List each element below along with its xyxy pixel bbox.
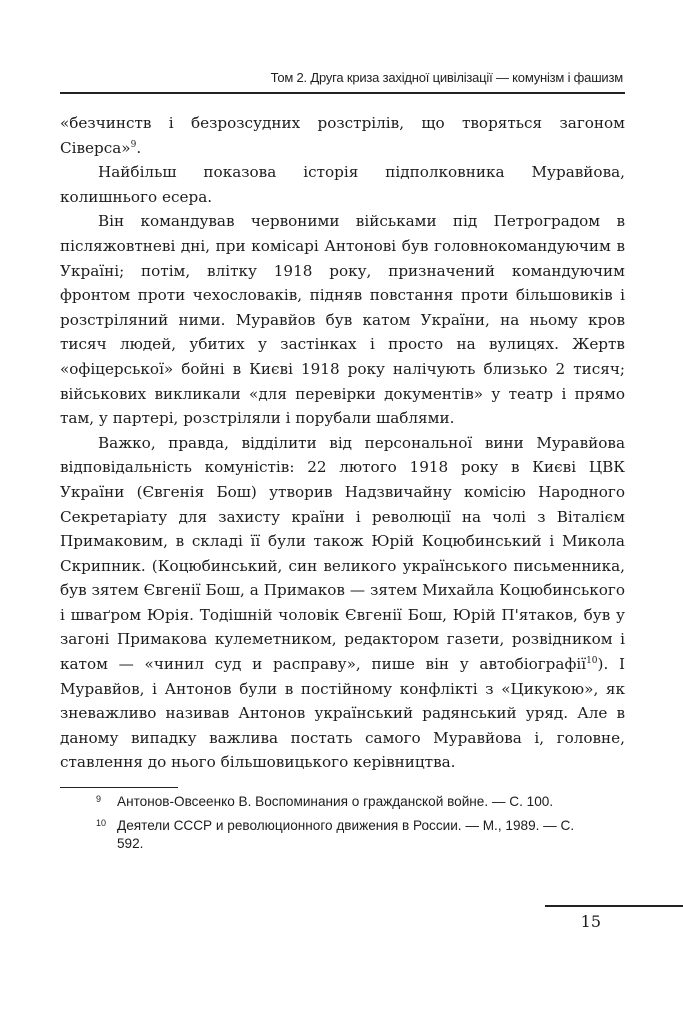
footnote-10 [96, 817, 576, 854]
paragraph-1 [60, 111, 625, 160]
footnote-9 [96, 793, 576, 812]
paragraph-1-text: «безчинств і безрозсудних розстрілів, що творяться загоном Сіверса» [60, 114, 625, 157]
paragraph-1-end: . [136, 138, 142, 157]
header-rule [60, 92, 625, 94]
footnote-text: Антонов-Овсеенко В. Воспоминания о гражданской войне. — С. 100. [117, 794, 554, 809]
footnote-number: 10 [96, 817, 107, 828]
paragraph-4-text-b: ). І Муравйов, і Антонов були в постійному конфлікті з «Цикукою», як зневажливо називав Антонов український радянський уряд. Але в даному випадку важлива постать самого Муравйова і, головне, ставлення до нього більшовицького керівництва. [60, 655, 625, 772]
footnote-ref-9[interactable]: 9 [130, 139, 137, 150]
footnote-ref-10[interactable]: 10 [586, 656, 598, 666]
footnote-text: Деятели СССР и революционного движения в России. — М., 1989. — С. 592. [117, 817, 575, 852]
page-number: 15 [580, 912, 601, 931]
running-header: Том 2. Друга криза західної цивілізації — комунізм і фашизм [270, 70, 623, 85]
footnote-number: 9 [96, 794, 102, 804]
paragraph-2: Найбільш показова історія підполковника Муравйова, колишнього есера. [60, 163, 625, 206]
footer-rule [545, 905, 683, 907]
body-text [60, 111, 625, 775]
paragraph-3: Він командував червоними військами під Петроградом в післяжовтневі дні, при комісарі Антонові був головнокомандуючим в Україні; потім, влітку 1918 року, призначений командуючим фронтом проти чехословаків, підняв повстання проти більшовиків і розстріляний ними. Муравйов був катом України, на ньому кров тисяч людей, убитих у застінках і просто на вулицях. Жертв «офіцерської» бойні в Києві 1918 року налічують близько 2 тисяч; військових викликали «для перевірки документів» у театр і прямо там, у партері, розстріляли і порубали шаблями. [60, 212, 625, 428]
paragraph-4 [60, 431, 625, 775]
footnote-separator [60, 787, 178, 788]
footnotes [96, 793, 576, 859]
paragraph-4-text-a: Важко, правда, відділити від персональної вини Муравйова відповідальність комуністів: 22 лютого 1918 року в Києві ЦВК України (Євгенія Бош) утворив Надзвичайну комісію Народного Секретаріату для захисту країни і революції на чолі з Віталієм Примаковим, в складі її були також Юрій Коцюбинський і Микола Скрипник. (Коцюбинський, син великого українського письменника, був зятем Євгенії Бош, а Примаков — зятем Михайла Коцюбинського і шваґром Юрія. Тодішній чоловік Євгенії Бош, Юрій П'ятаков, був у загоні Примакова кулеметником, редактором газети, розвідником і катом — «чинил суд и расправу», пише він у автобіографії [60, 433, 625, 674]
